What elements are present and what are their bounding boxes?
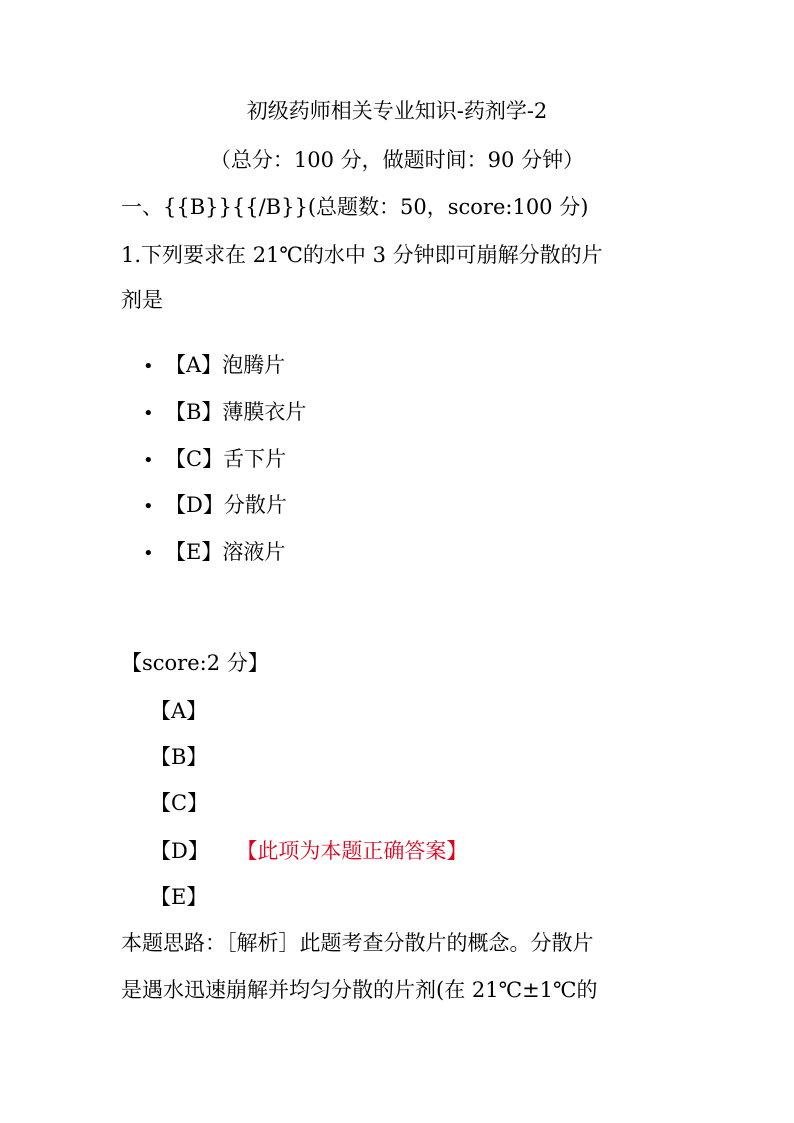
option-item-e xyxy=(143,537,285,569)
explanation-line-1: 本题思路：［解析］此题考查分散片的概念。分散片 xyxy=(121,931,594,955)
option-label: 【B】薄膜衣片 xyxy=(165,400,307,424)
explanation-line-2: 是遇水迅速崩解并均匀分散的片剂(在 21℃±1℃的 xyxy=(121,978,598,1002)
option-label: 【A】泡腾片 xyxy=(165,353,286,377)
document-title: 初级药师相关专业知识-药剂学-2 xyxy=(246,99,548,123)
answer-row-e xyxy=(150,882,207,912)
section-header: 一、{{B}}{{/B}}(总题数：50，score:100 分) xyxy=(121,195,589,219)
answer-label: 【B】 xyxy=(150,745,208,769)
option-label: 【E】溶液片 xyxy=(165,540,286,564)
option-item-c xyxy=(143,444,286,476)
score-label: 【score:2 分】 xyxy=(121,651,269,675)
answer-row-a xyxy=(150,696,207,726)
option-label: 【C】舌下片 xyxy=(165,447,287,471)
option-item-d xyxy=(143,490,287,522)
bullet-icon: • xyxy=(143,543,154,564)
option-item-b xyxy=(143,397,306,429)
answer-row-c xyxy=(150,788,208,818)
correct-answer-note: 【此项为本题正确答案】 xyxy=(246,839,468,863)
option-item-a xyxy=(143,350,285,382)
bullet-icon: • xyxy=(143,356,154,377)
answer-label: 【A】 xyxy=(150,699,208,723)
answer-row-b xyxy=(150,742,207,772)
option-label: 【D】分散片 xyxy=(165,493,287,517)
bullet-icon: • xyxy=(143,403,154,424)
answer-label: 【C】 xyxy=(150,791,209,815)
question-text-line-2: 剂是 xyxy=(121,288,163,312)
document-subtitle: （总分：100 分，做题时间：90 分钟） xyxy=(209,148,585,172)
answer-row-d xyxy=(150,836,467,866)
question-text-line-1: 1.下列要求在 21℃的水中 3 分钟即可崩解分散的片 xyxy=(121,243,603,267)
bullet-icon: • xyxy=(143,496,154,517)
answer-label: 【D】 xyxy=(150,839,209,863)
answer-label: 【E】 xyxy=(150,885,208,909)
bullet-icon: • xyxy=(143,450,154,471)
